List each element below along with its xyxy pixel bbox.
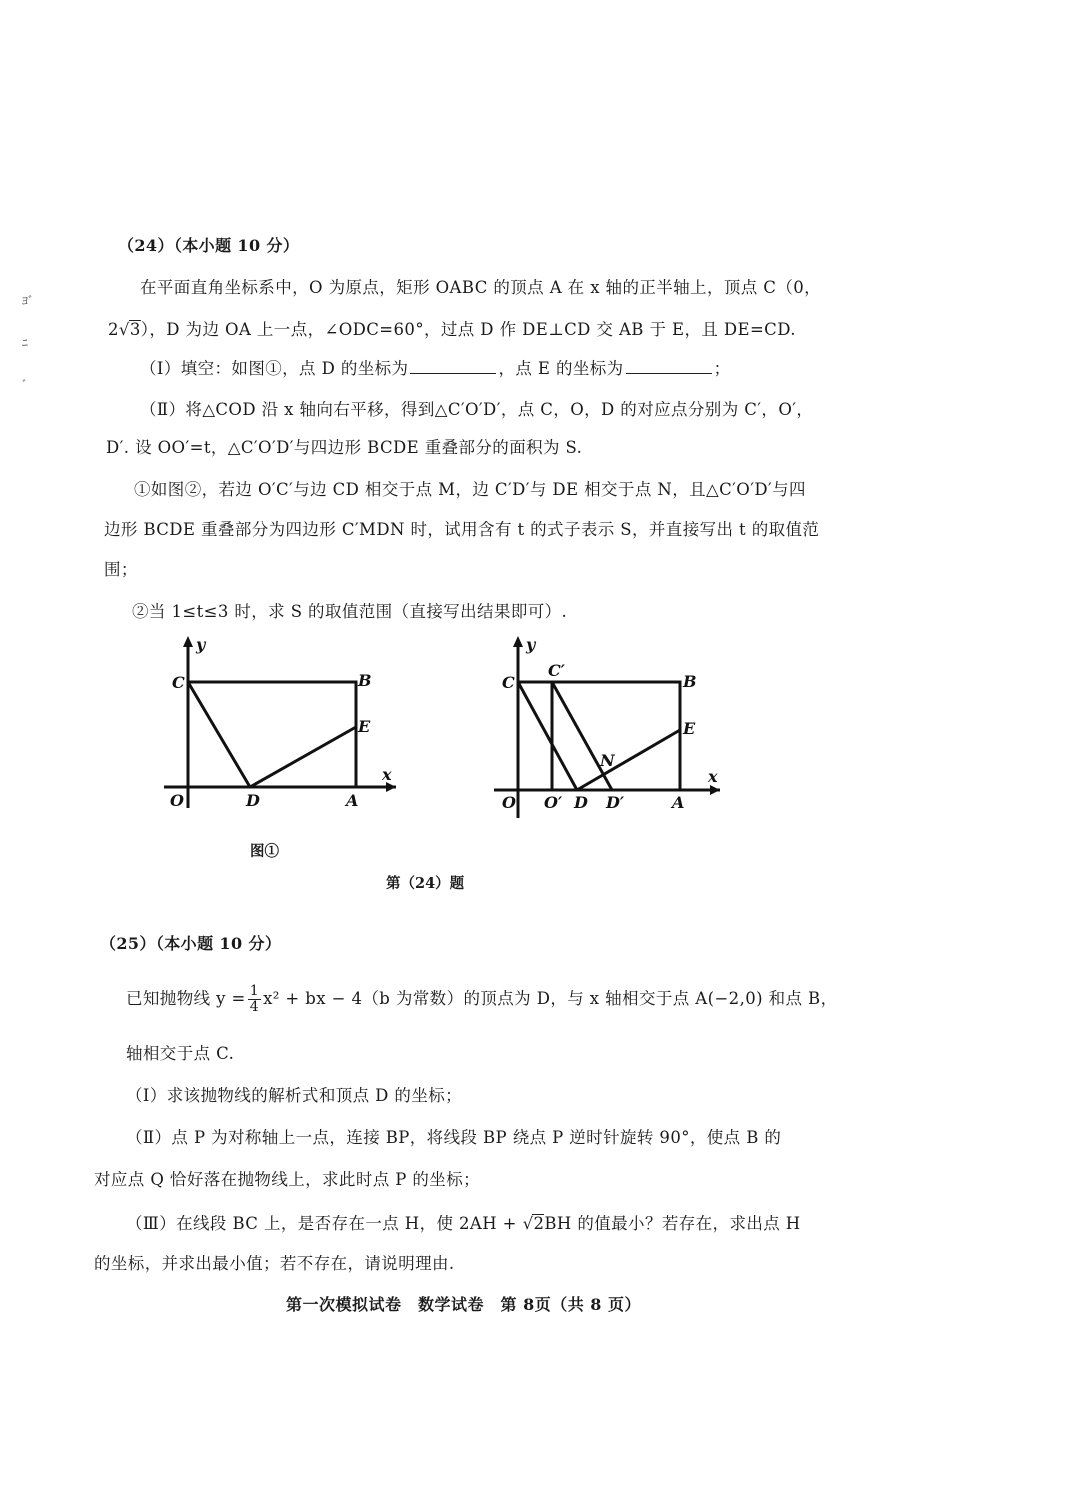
fig2-label-n: N xyxy=(600,751,615,770)
figure-1 xyxy=(150,630,410,830)
fig2-label-d-prime: D′ xyxy=(606,793,625,812)
q25-heading: （25）（本小题 10 分） xyxy=(100,934,282,953)
sqrt-symbol: √ xyxy=(516,1214,534,1233)
q25-part3-text-a: （Ⅲ）在线段 BC 上，是否存在一点 H，使 2AH + xyxy=(126,1214,517,1233)
fig2-label-x: x xyxy=(708,767,718,786)
fig2-label-a: A xyxy=(672,793,685,812)
fig2-segment-c1d1 xyxy=(552,682,612,790)
q24-paragraph-line1: 在平面直角坐标系中，O 为原点，矩形 OABC 的顶点 A 在 x 轴的正半轴上，顶点 C（0， xyxy=(140,278,822,297)
fig1-label-y: y xyxy=(196,635,206,654)
q25-paragraph-line1 xyxy=(126,984,837,1015)
page-footer: 第一次模拟试卷 数学试卷 第 8页（共 8 页） xyxy=(286,1295,641,1314)
fig2-label-d: D xyxy=(574,793,588,812)
q24-paragraph-line2 xyxy=(108,318,796,342)
q25-paragraph-line2: 轴相交于点 C. xyxy=(126,1044,235,1063)
fig2-label-y: y xyxy=(526,635,536,654)
q25-fraction-denominator: 4 xyxy=(249,999,260,1015)
fig1-label-x: x xyxy=(382,765,392,784)
fig2-rectangle xyxy=(518,682,680,790)
q24-part2-line2: D′. 设 OO′=t，△C′O′D′与四边形 BCDE 重叠部分的面积为 S. xyxy=(106,438,583,457)
fig1-segment-cd xyxy=(188,682,250,787)
q25-part3-line1 xyxy=(126,1212,801,1236)
q24-sub2: ②当 1≤t≤3 时，求 S 的取值范围（直接写出结果即可）. xyxy=(132,602,568,621)
answer-blank-d[interactable] xyxy=(410,357,496,374)
figure-2 xyxy=(480,630,740,830)
fig2-label-c-prime: C′ xyxy=(548,661,565,680)
fig1-segment-de xyxy=(250,727,356,787)
q25-part2-line1: （Ⅱ）点 P 为对称轴上一点，连接 BP，将线段 BP 绕点 P 逆时针旋转 90°，使点 B 的 xyxy=(126,1128,782,1147)
fig1-label-d: D xyxy=(246,791,260,810)
fig2-x-arrow xyxy=(710,785,720,795)
margin-mark-2: ﾆ xyxy=(22,336,29,350)
q25-part3-line2: 的坐标，并求出最小值；若不存在，请说明理由. xyxy=(94,1254,455,1273)
figure-1-caption: 图① xyxy=(250,843,279,860)
fig1-label-a: A xyxy=(346,791,359,810)
q25-fraction xyxy=(248,984,261,1015)
q24-part2-line1: （Ⅱ）将△COD 沿 x 轴向右平移，得到△C′O′D′，点 C，O，D 的对应点分别为 C′，O′， xyxy=(140,400,814,419)
q24-sub1-line3: 围； xyxy=(104,560,138,579)
q24-part1-text-b: ，点 E 的坐标为 xyxy=(498,359,624,378)
sqrt-symbol: √ xyxy=(118,320,130,339)
q24-sub1-line2: 边形 BCDE 重叠部分为四边形 C′MDN 时，试用含有 t 的式子表示 S，并直接写出 t 的取值范 xyxy=(104,520,820,539)
q25-part2-line2: 对应点 Q 恰好落在抛物线上，求此时点 P 的坐标； xyxy=(94,1170,481,1189)
margin-mark-1: ﾖﾞ xyxy=(22,294,35,308)
q24-sub1-line1: ①如图②，若边 O′C′与边 CD 相交于点 M，边 C′D′与 DE 相交于点 N，且△C′O′D′与四 xyxy=(134,480,806,499)
q24-part1 xyxy=(140,357,730,381)
fig2-segment-de xyxy=(577,730,680,790)
q24-paragraph-line2-rest: ），D 为边 OA 上一点，∠ODC=60°，过点 D 作 DE⊥CD 交 AB 于 E，且 DE=CD. xyxy=(140,320,796,339)
q24-heading: （24）（本小题 10 分） xyxy=(118,236,300,255)
fig2-label-e: E xyxy=(683,719,696,738)
q25-p1-text-a: 已知抛物线 y = xyxy=(126,989,246,1008)
margin-mark-3: ﾞ xyxy=(22,378,29,392)
fig2-label-o: O xyxy=(502,793,516,812)
q25-p1-text-b: x² + bx − 4（b 为常数）的顶点为 D，与 x 轴相交于点 A(−2,0) 和点 B， xyxy=(263,989,838,1008)
fig2-label-c: C xyxy=(502,673,515,692)
fig1-label-o: O xyxy=(170,791,184,810)
fig1-label-c: C xyxy=(172,673,185,692)
fig2-label-b: B xyxy=(683,672,697,691)
answer-blank-e[interactable] xyxy=(626,357,712,374)
q24-radicand: 3 xyxy=(129,320,141,339)
fig2-y-arrow xyxy=(513,636,523,647)
q25-part1: （Ⅰ）求该抛物线的解析式和顶点 D 的坐标； xyxy=(126,1086,463,1105)
fig2-segment-cd xyxy=(518,682,577,790)
q24-part1-text-a: （Ⅰ）填空：如图①，点 D 的坐标为 xyxy=(140,359,409,378)
fig1-label-e: E xyxy=(358,717,371,736)
fig2-label-o-prime: O′ xyxy=(544,793,563,812)
fig1-y-arrow xyxy=(183,636,193,647)
q24-coef: 2 xyxy=(108,320,119,339)
fig1-label-b: B xyxy=(358,671,372,690)
fig1-rectangle xyxy=(188,682,356,787)
q25-part3-radicand: 2 xyxy=(533,1214,545,1233)
q24-part1-text-c: ； xyxy=(713,359,731,378)
q24-figure-caption: 第（24）题 xyxy=(386,875,465,892)
q25-fraction-numerator: 1 xyxy=(249,983,260,999)
q25-part3-text-b: BH 的值最小？若存在，求出点 H xyxy=(544,1214,801,1233)
